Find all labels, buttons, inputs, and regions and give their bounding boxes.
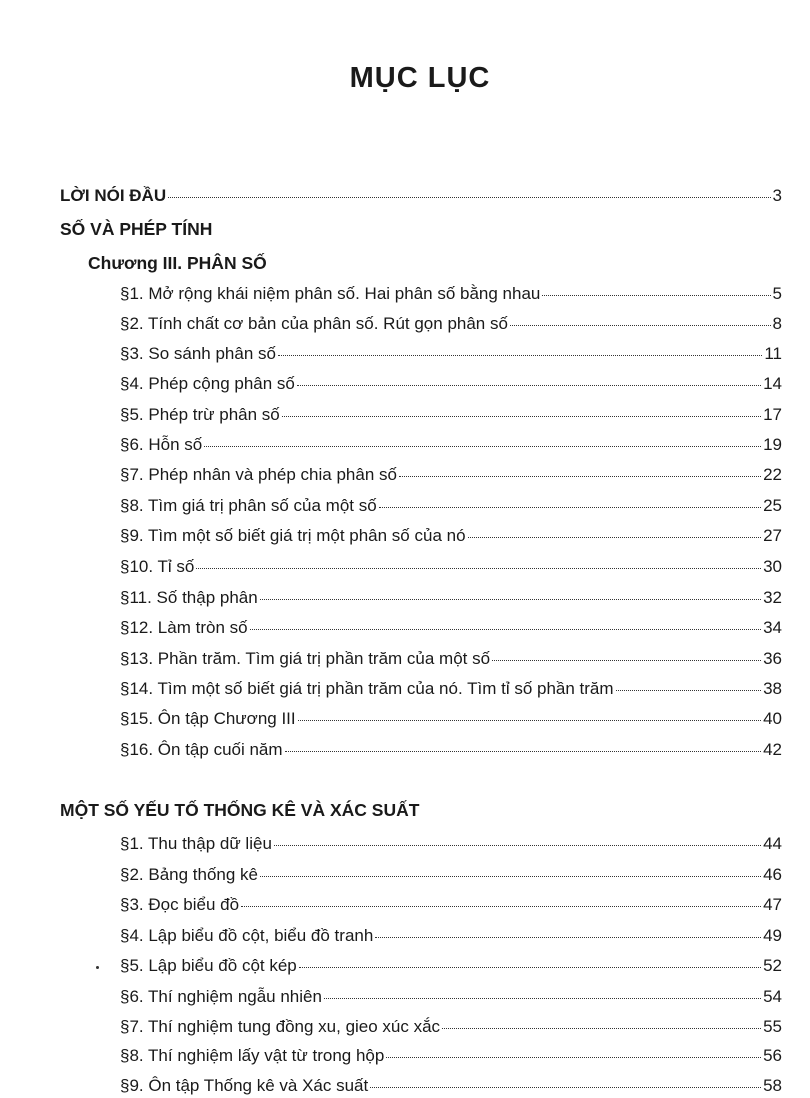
entry-page: 17	[763, 405, 782, 424]
toc-entry[interactable]	[120, 740, 782, 760]
dot-leader	[285, 751, 762, 752]
dot-leader	[298, 720, 761, 721]
toc-entry[interactable]	[120, 496, 782, 516]
toc-entry[interactable]	[120, 1046, 782, 1066]
entry-page: 34	[763, 618, 782, 637]
dot-leader	[241, 906, 761, 907]
entry-label: §12. Làm tròn số	[120, 618, 248, 637]
toc-entry-preface[interactable]	[60, 186, 782, 206]
dot-leader	[468, 537, 762, 538]
entry-label: §6. Hỗn số	[120, 435, 203, 454]
entry-page: 3	[772, 186, 782, 205]
entry-label: §16. Ôn tập cuối năm	[120, 740, 283, 759]
entry-page: 52	[763, 956, 782, 975]
dot-leader	[282, 416, 761, 417]
entry-page: 8	[772, 314, 782, 333]
entry-label: §13. Phần trăm. Tìm giá trị phần trăm của một số	[120, 649, 491, 668]
entry-label: §11. Số thập phân	[120, 588, 258, 607]
entry-label: §14. Tìm một số biết giá trị phần trăm của nó. Tìm tỉ số phần trăm	[120, 679, 614, 698]
entry-label: §10. Tỉ số	[120, 557, 195, 576]
toc-entry[interactable]	[120, 956, 782, 976]
toc-entry[interactable]	[120, 618, 782, 638]
toc-entry[interactable]	[120, 526, 782, 546]
entry-label: §1. Thu thập dữ liệu	[120, 834, 272, 853]
toc-entry[interactable]	[120, 374, 782, 394]
entry-label: §15. Ôn tập Chương III	[120, 709, 296, 728]
dot-leader	[492, 660, 761, 661]
dot-leader	[196, 568, 761, 569]
dot-leader	[379, 507, 761, 508]
entry-page: 32	[763, 588, 782, 607]
entry-page: 11	[764, 344, 782, 363]
entry-label: §4. Phép cộng phân số	[120, 374, 295, 393]
page-title: MỤC LỤC	[349, 62, 491, 94]
entry-label: §8. Thí nghiệm lấy vật từ trong hộp	[120, 1046, 385, 1065]
entry-label: §6. Thí nghiệm ngẫu nhiên	[120, 987, 322, 1006]
dot-leader	[297, 385, 761, 386]
toc-entry[interactable]	[120, 314, 782, 334]
entry-page: 36	[763, 649, 782, 668]
entry-label: §2. Bảng thống kê	[120, 865, 259, 884]
entry-page: 22	[763, 465, 782, 484]
dot-leader	[324, 998, 761, 999]
dot-leader	[260, 599, 761, 600]
toc-entry[interactable]	[120, 649, 782, 669]
entry-page: 19	[763, 435, 782, 454]
toc-entry[interactable]	[120, 1076, 782, 1096]
section-heading-statistics: MỘT SỐ YẾU TỐ THỐNG KÊ VÀ XÁC SUẤT	[60, 800, 420, 820]
entry-label: §3. Đọc biểu đồ	[120, 895, 240, 914]
entry-label: LỜI NÓI ĐẦU	[60, 186, 167, 205]
entry-page: 49	[763, 926, 782, 945]
entry-label: §5. Lập biểu đồ cột kép	[120, 956, 297, 975]
toc-entry[interactable]	[120, 709, 782, 729]
entry-page: 46	[763, 865, 782, 884]
entry-label: §9. Tìm một số biết giá trị một phân số của nó	[120, 526, 466, 545]
toc-entry[interactable]	[120, 865, 782, 885]
dot-leader	[260, 876, 761, 877]
dot-leader	[375, 937, 761, 938]
entry-page: 42	[763, 740, 782, 759]
toc-entry[interactable]	[120, 435, 782, 455]
entry-page: 54	[763, 987, 782, 1006]
toc-entry[interactable]	[120, 344, 782, 364]
dot-leader	[278, 355, 762, 356]
toc-entry[interactable]	[120, 1017, 782, 1037]
dot-leader	[370, 1087, 761, 1088]
entry-page: 30	[763, 557, 782, 576]
toc-entry[interactable]	[120, 405, 782, 425]
toc-entry[interactable]	[120, 465, 782, 485]
section-heading-numbers: SỐ VÀ PHÉP TÍNH	[60, 219, 213, 239]
entry-label: §7. Thí nghiệm tung đồng xu, gieo xúc xắc	[120, 1017, 441, 1036]
dot-leader	[250, 629, 762, 630]
toc-entry[interactable]	[120, 987, 782, 1007]
toc-entry[interactable]	[120, 588, 782, 608]
dot-leader	[542, 295, 770, 296]
toc-entry[interactable]	[120, 895, 782, 915]
entry-label: §3. So sánh phân số	[120, 344, 276, 363]
toc-entry[interactable]	[120, 926, 782, 946]
entry-page: 44	[763, 834, 782, 853]
entry-label: §9. Ôn tập Thống kê và Xác suất	[120, 1076, 369, 1095]
dot-leader	[299, 967, 761, 968]
entry-label: §1. Mở rộng khái niệm phân số. Hai phân số bằng nhau	[120, 284, 541, 303]
entry-page: 58	[763, 1076, 782, 1095]
toc-entry[interactable]	[120, 284, 782, 304]
dot-leader	[274, 845, 761, 846]
entry-page: 47	[763, 895, 782, 914]
dot-leader	[386, 1057, 761, 1058]
toc-entry[interactable]	[120, 834, 782, 854]
entry-page: 14	[763, 374, 782, 393]
entry-page: 27	[763, 526, 782, 545]
ink-speck	[96, 966, 99, 969]
entry-label: §8. Tìm giá trị phân số của một số	[120, 496, 377, 515]
entry-label: §7. Phép nhân và phép chia phân số	[120, 465, 397, 484]
entry-label: §2. Tính chất cơ bản của phân số. Rút gọn phân số	[120, 314, 508, 333]
entry-page: 55	[763, 1017, 782, 1036]
chapter-heading: Chương III. PHÂN SỐ	[88, 253, 267, 273]
entry-page: 40	[763, 709, 782, 728]
toc-entry[interactable]	[120, 679, 782, 699]
dot-leader	[616, 690, 762, 691]
dot-leader	[204, 446, 761, 447]
entry-label: §5. Phép trừ phân số	[120, 405, 280, 424]
dot-leader	[399, 476, 761, 477]
entry-page: 56	[763, 1046, 782, 1065]
dot-leader	[510, 325, 771, 326]
dot-leader	[168, 197, 770, 198]
entry-label: §4. Lập biểu đồ cột, biểu đồ tranh	[120, 926, 374, 945]
entry-page: 5	[772, 284, 782, 303]
entry-page: 38	[763, 679, 782, 698]
toc-entry[interactable]	[120, 557, 782, 577]
dot-leader	[442, 1028, 761, 1029]
entry-page: 25	[763, 496, 782, 515]
